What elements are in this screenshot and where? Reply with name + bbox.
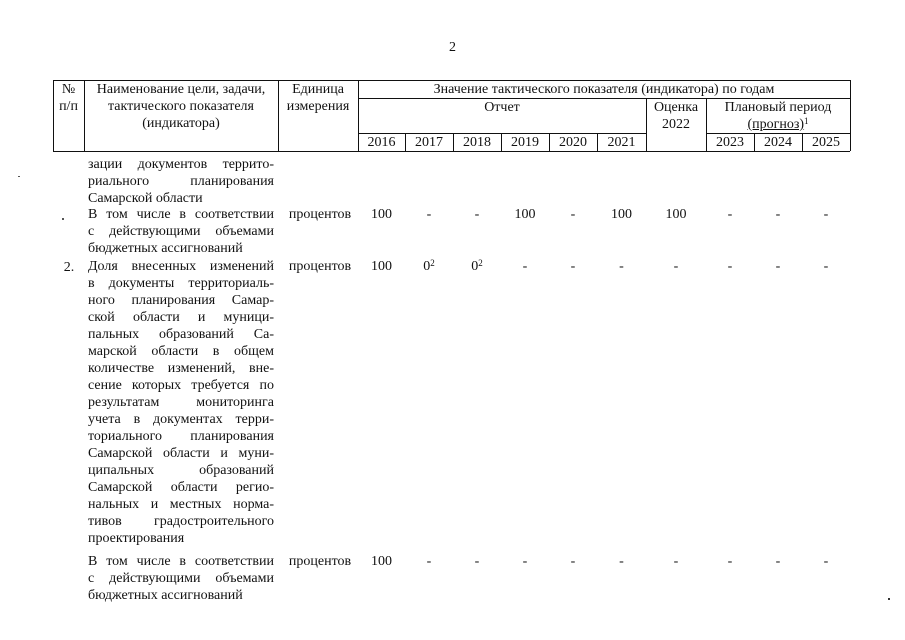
value-cell [754,553,802,570]
value-cell [549,206,597,223]
year-label: 2016 [367,135,396,150]
value-cell [453,553,501,570]
scan-speck [888,598,890,600]
value-cell [646,258,706,275]
value-text: - [522,259,528,274]
description-line: ципальных образований [88,463,274,478]
description-line: ного планирования Самар- [88,293,274,308]
header-plan-line [706,116,850,133]
value-text: 100 [371,207,392,222]
value-text: - [619,259,624,274]
value-cell [646,553,706,570]
value-cell [706,206,754,223]
year-label: 2023 [716,135,744,150]
description-line: бюджетных ассигнований [88,588,243,603]
value-cell [706,258,754,275]
value-text: - [619,554,624,569]
value-text: - [727,259,733,274]
description-line: сение которых требуется по [88,378,274,393]
description-line: проектирования [88,531,185,546]
value-text: - [474,207,480,222]
description-line: нальных и местных норма- [88,497,274,512]
value-text: - [727,554,733,569]
description-line: в документы территориаль- [88,276,274,291]
description-line: зации документов террито- [88,157,274,172]
value-cell [358,206,405,223]
indicator-description [88,206,274,257]
value-cell [358,258,405,275]
indicator-description [88,258,274,547]
description-line: тивов градостроительного [88,514,274,529]
year-label: 2018 [463,135,491,150]
year-label: 2020 [559,135,587,150]
footnote-marker: 1 [804,116,809,126]
description-line: В том числе в соответствии [88,554,274,569]
description-line: количестве изменений, вне- [88,361,274,376]
header-indicator-name [84,81,278,132]
header-name-line: тактического показателя [108,99,254,114]
description-line: результатам мониторинга [88,395,274,410]
value-cell [358,553,405,570]
page-number: 2 [449,40,456,55]
footnote-marker: 2 [478,258,483,268]
header-estimate [646,99,706,133]
description-line: Самарской области регио- [88,480,274,495]
year-label: 2021 [607,135,636,150]
value-cell [501,553,549,570]
description-line: Доля внесенных изменений [88,259,274,274]
description-line: Самарской области и муни- [88,446,274,461]
value-text: - [775,207,781,222]
header-plan-period [706,99,850,133]
unit-cell: процентов [288,554,352,569]
value-cell [405,258,453,275]
value-cell [549,553,597,570]
value-text: - [522,554,528,569]
value-text: - [570,259,576,274]
value-text: 100 [611,207,632,222]
value-text: 0 [423,259,431,274]
description-line: Самарской области [88,191,203,206]
description-line: учета в документах терри- [88,412,274,427]
description-line: ториального планирования [88,429,274,444]
value-cell [802,553,850,570]
indicator-description [88,553,274,604]
row-number: 2. [63,260,75,275]
value-text: - [673,259,679,274]
value-text: - [570,554,576,569]
value-text: 100 [371,554,392,569]
description-line: В том числе в соответствии [88,207,274,222]
unit-cell: процентов [288,259,352,274]
description-line: ской области и муници- [88,310,274,325]
value-cell [405,553,453,570]
value-cell [754,258,802,275]
value-cell [453,206,501,223]
header-values-title: Значение тактического показателя (индикатора) по годам [433,82,775,97]
year-label: 2017 [415,135,443,150]
value-cell [405,206,453,223]
header-name-line: (индикатора) [142,116,220,131]
value-cell [597,206,646,223]
description-line: с действующими объемами [88,571,274,586]
value-cell [501,258,549,275]
header-unit-line: Единица [292,82,344,97]
year-label: 2024 [764,135,792,150]
description-line: бюджетных ассигнований [88,241,243,256]
header-estimate-line: 2022 [662,117,690,132]
value-cell [549,258,597,275]
value-cell [802,206,850,223]
unit-cell: процентов [288,207,352,222]
value-text: - [426,554,432,569]
value-text: - [775,259,781,274]
value-text: - [823,207,829,222]
header-plan-line: Плановый период [724,100,832,115]
value-cell [453,258,501,275]
header-number-line: п/п [59,99,78,114]
description-line: марской области в общем [88,344,274,359]
year-label: 2019 [511,135,539,150]
header-plan-forecast: (прогноз) [747,117,805,132]
value-text: 100 [371,259,392,274]
value-text: 100 [665,207,687,222]
header-report: Отчет [484,100,520,115]
description-line: пальных образований Са- [88,327,274,342]
value-cell [501,206,549,223]
value-text: - [426,207,432,222]
value-text: - [673,554,679,569]
value-cell [597,553,646,570]
value-cell [646,206,706,223]
value-cell [706,553,754,570]
value-text: - [474,554,480,569]
scan-speck [18,176,20,177]
footnote-marker: 2 [430,258,435,268]
indicator-description [88,156,274,207]
scan-speck [62,218,64,220]
value-text: 0 [471,259,479,274]
header-unit-line: измерения [286,99,350,114]
header-number [53,81,84,115]
value-cell [754,206,802,223]
value-text: 100 [514,207,536,222]
value-cell [802,258,850,275]
value-text: - [570,207,576,222]
value-text: - [823,259,829,274]
header-estimate-line: Оценка [653,100,699,115]
header-unit [278,81,358,115]
description-line: с действующими объемами [88,224,274,239]
value-text: - [823,554,829,569]
value-text: - [775,554,781,569]
header-name-line: Наименование цели, задачи, [96,82,266,97]
value-text: - [727,207,733,222]
header-number-line: № [61,82,76,97]
value-cell [597,258,646,275]
description-line: риального планирования [88,174,274,189]
year-label: 2025 [812,135,840,150]
